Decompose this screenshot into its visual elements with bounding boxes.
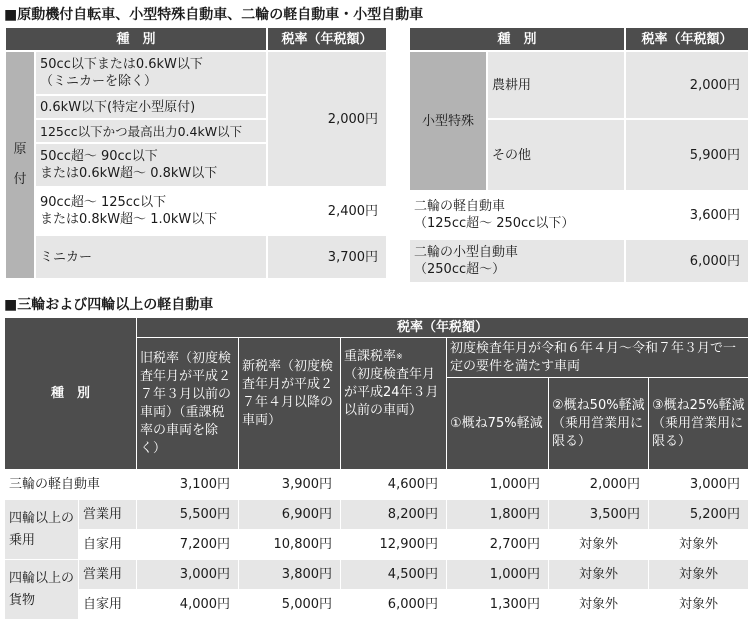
moped-group-label: 原 付 bbox=[5, 51, 35, 279]
cell-new: 5,000円 bbox=[239, 590, 341, 620]
header-type: 種 別 bbox=[5, 318, 137, 470]
cell-r2: 対象外 bbox=[549, 560, 649, 590]
special-group-label: 小型特殊 bbox=[409, 51, 487, 191]
moped-row-type: 0.6kW以下(特定小型原付) bbox=[35, 95, 267, 119]
col-reduced-25: ③概ね25%軽減（乗用営業用に限る） bbox=[649, 378, 749, 470]
special-row-type: その他 bbox=[487, 119, 625, 191]
header-rate: 税率（年税額） bbox=[625, 27, 749, 51]
cell-heavy: 12,900円 bbox=[341, 530, 447, 560]
cell-r2: 対象外 bbox=[549, 590, 649, 620]
col-reduced-75: ①概ね75%軽減 bbox=[447, 378, 549, 470]
row-group-three-wheel: 三輪の軽自動車 bbox=[5, 470, 137, 500]
special-row-type: 二輪の小型自動車 （250cc超～） bbox=[409, 239, 625, 283]
cell-old: 3,000円 bbox=[137, 560, 239, 590]
row-group-passenger: 四輪以上の乗用 bbox=[5, 500, 79, 560]
col-old-rate: 旧税率（初度検査年月が平成２７年３月以前の車両）（重課税率の車両を除く） bbox=[137, 338, 239, 470]
cell-new: 10,800円 bbox=[239, 530, 341, 560]
cell-new: 3,800円 bbox=[239, 560, 341, 590]
special-row-rate: 3,600円 bbox=[625, 191, 749, 239]
row-sub-commercial: 営業用 bbox=[79, 500, 137, 530]
cell-old: 4,000円 bbox=[137, 590, 239, 620]
cell-r3: 対象外 bbox=[649, 590, 749, 620]
cell-r1: 2,700円 bbox=[447, 530, 549, 560]
special-row-rate: 6,000円 bbox=[625, 239, 749, 283]
col-reduced-50: ②概ね50%軽減（乗用営業用に限る） bbox=[549, 378, 649, 470]
cell-r1: 1,000円 bbox=[447, 470, 549, 500]
cell-old: 5,500円 bbox=[137, 500, 239, 530]
row-sub-private: 自家用 bbox=[79, 530, 137, 560]
moped-row-type: ミニカー bbox=[35, 235, 267, 279]
header-type: 種 別 bbox=[5, 27, 267, 51]
moped-row-rate: 3,700円 bbox=[267, 235, 387, 279]
cell-r2: 対象外 bbox=[549, 530, 649, 560]
cell-heavy: 8,200円 bbox=[341, 500, 447, 530]
col-heavy-rate: 重課税率※ （初度検査年月が平成24年３月以前の車両） bbox=[341, 338, 447, 470]
header-type: 種 別 bbox=[409, 27, 625, 51]
col-new-rate: 新税率（初度検査年月が平成２７年４月以降の車両） bbox=[239, 338, 341, 470]
moped-row-type: 125cc以下かつ最高出力0.4kW以下 bbox=[35, 119, 267, 143]
moped-merged-rate: 2,000円 bbox=[267, 51, 387, 187]
light-vehicle-tax-table bbox=[4, 317, 749, 620]
header-rate: 税率（年税額） bbox=[267, 27, 387, 51]
col-reduced-group: 初度検査年月が令和６年４月～令和７年３月で一定の要件を満たす車両 bbox=[447, 338, 749, 378]
moped-row-type: 90cc超～ 125cc以下 または0.8kW超～ 1.0kW以下 bbox=[35, 187, 267, 235]
row-group-cargo: 四輪以上の貨物 bbox=[5, 560, 79, 620]
special-row-rate: 2,000円 bbox=[625, 51, 749, 119]
cell-r2: 2,000円 bbox=[549, 470, 649, 500]
moped-row-type: 50cc超～ 90cc以下 または0.6kW超～ 0.8kW以下 bbox=[35, 143, 267, 187]
section1-title: ■原動機付自転車、小型特殊自動車、二輪の軽自動車・小型自動車 bbox=[4, 7, 424, 23]
header-rate: 税率（年税額） bbox=[137, 318, 749, 338]
cell-r3: 5,200円 bbox=[649, 500, 749, 530]
cell-r1: 1,000円 bbox=[447, 560, 549, 590]
row-sub-private: 自家用 bbox=[79, 590, 137, 620]
cell-r3: 3,000円 bbox=[649, 470, 749, 500]
section2-title: ■三輪および四輪以上の軽自動車 bbox=[4, 297, 214, 313]
cell-heavy: 4,500円 bbox=[341, 560, 447, 590]
cell-old: 7,200円 bbox=[137, 530, 239, 560]
special-row-rate: 5,900円 bbox=[625, 119, 749, 191]
cell-r3: 対象外 bbox=[649, 530, 749, 560]
moped-row-rate: 2,400円 bbox=[267, 187, 387, 235]
cell-r1: 1,300円 bbox=[447, 590, 549, 620]
row-sub-commercial: 営業用 bbox=[79, 560, 137, 590]
cell-r2: 3,500円 bbox=[549, 500, 649, 530]
special-row-type: 二輪の軽自動車 （125cc超～ 250cc以下） bbox=[409, 191, 625, 239]
cell-old: 3,100円 bbox=[137, 470, 239, 500]
cell-heavy: 4,600円 bbox=[341, 470, 447, 500]
cell-new: 6,900円 bbox=[239, 500, 341, 530]
special-vehicle-tax-table bbox=[408, 26, 750, 284]
moped-row-type: 50cc以下または0.6kW以下 （ミニカーを除く） bbox=[35, 51, 267, 95]
special-row-type: 農耕用 bbox=[487, 51, 625, 119]
moped-tax-table bbox=[4, 26, 388, 280]
cell-heavy: 6,000円 bbox=[341, 590, 447, 620]
cell-new: 3,900円 bbox=[239, 470, 341, 500]
cell-r3: 対象外 bbox=[649, 560, 749, 590]
cell-r1: 1,800円 bbox=[447, 500, 549, 530]
